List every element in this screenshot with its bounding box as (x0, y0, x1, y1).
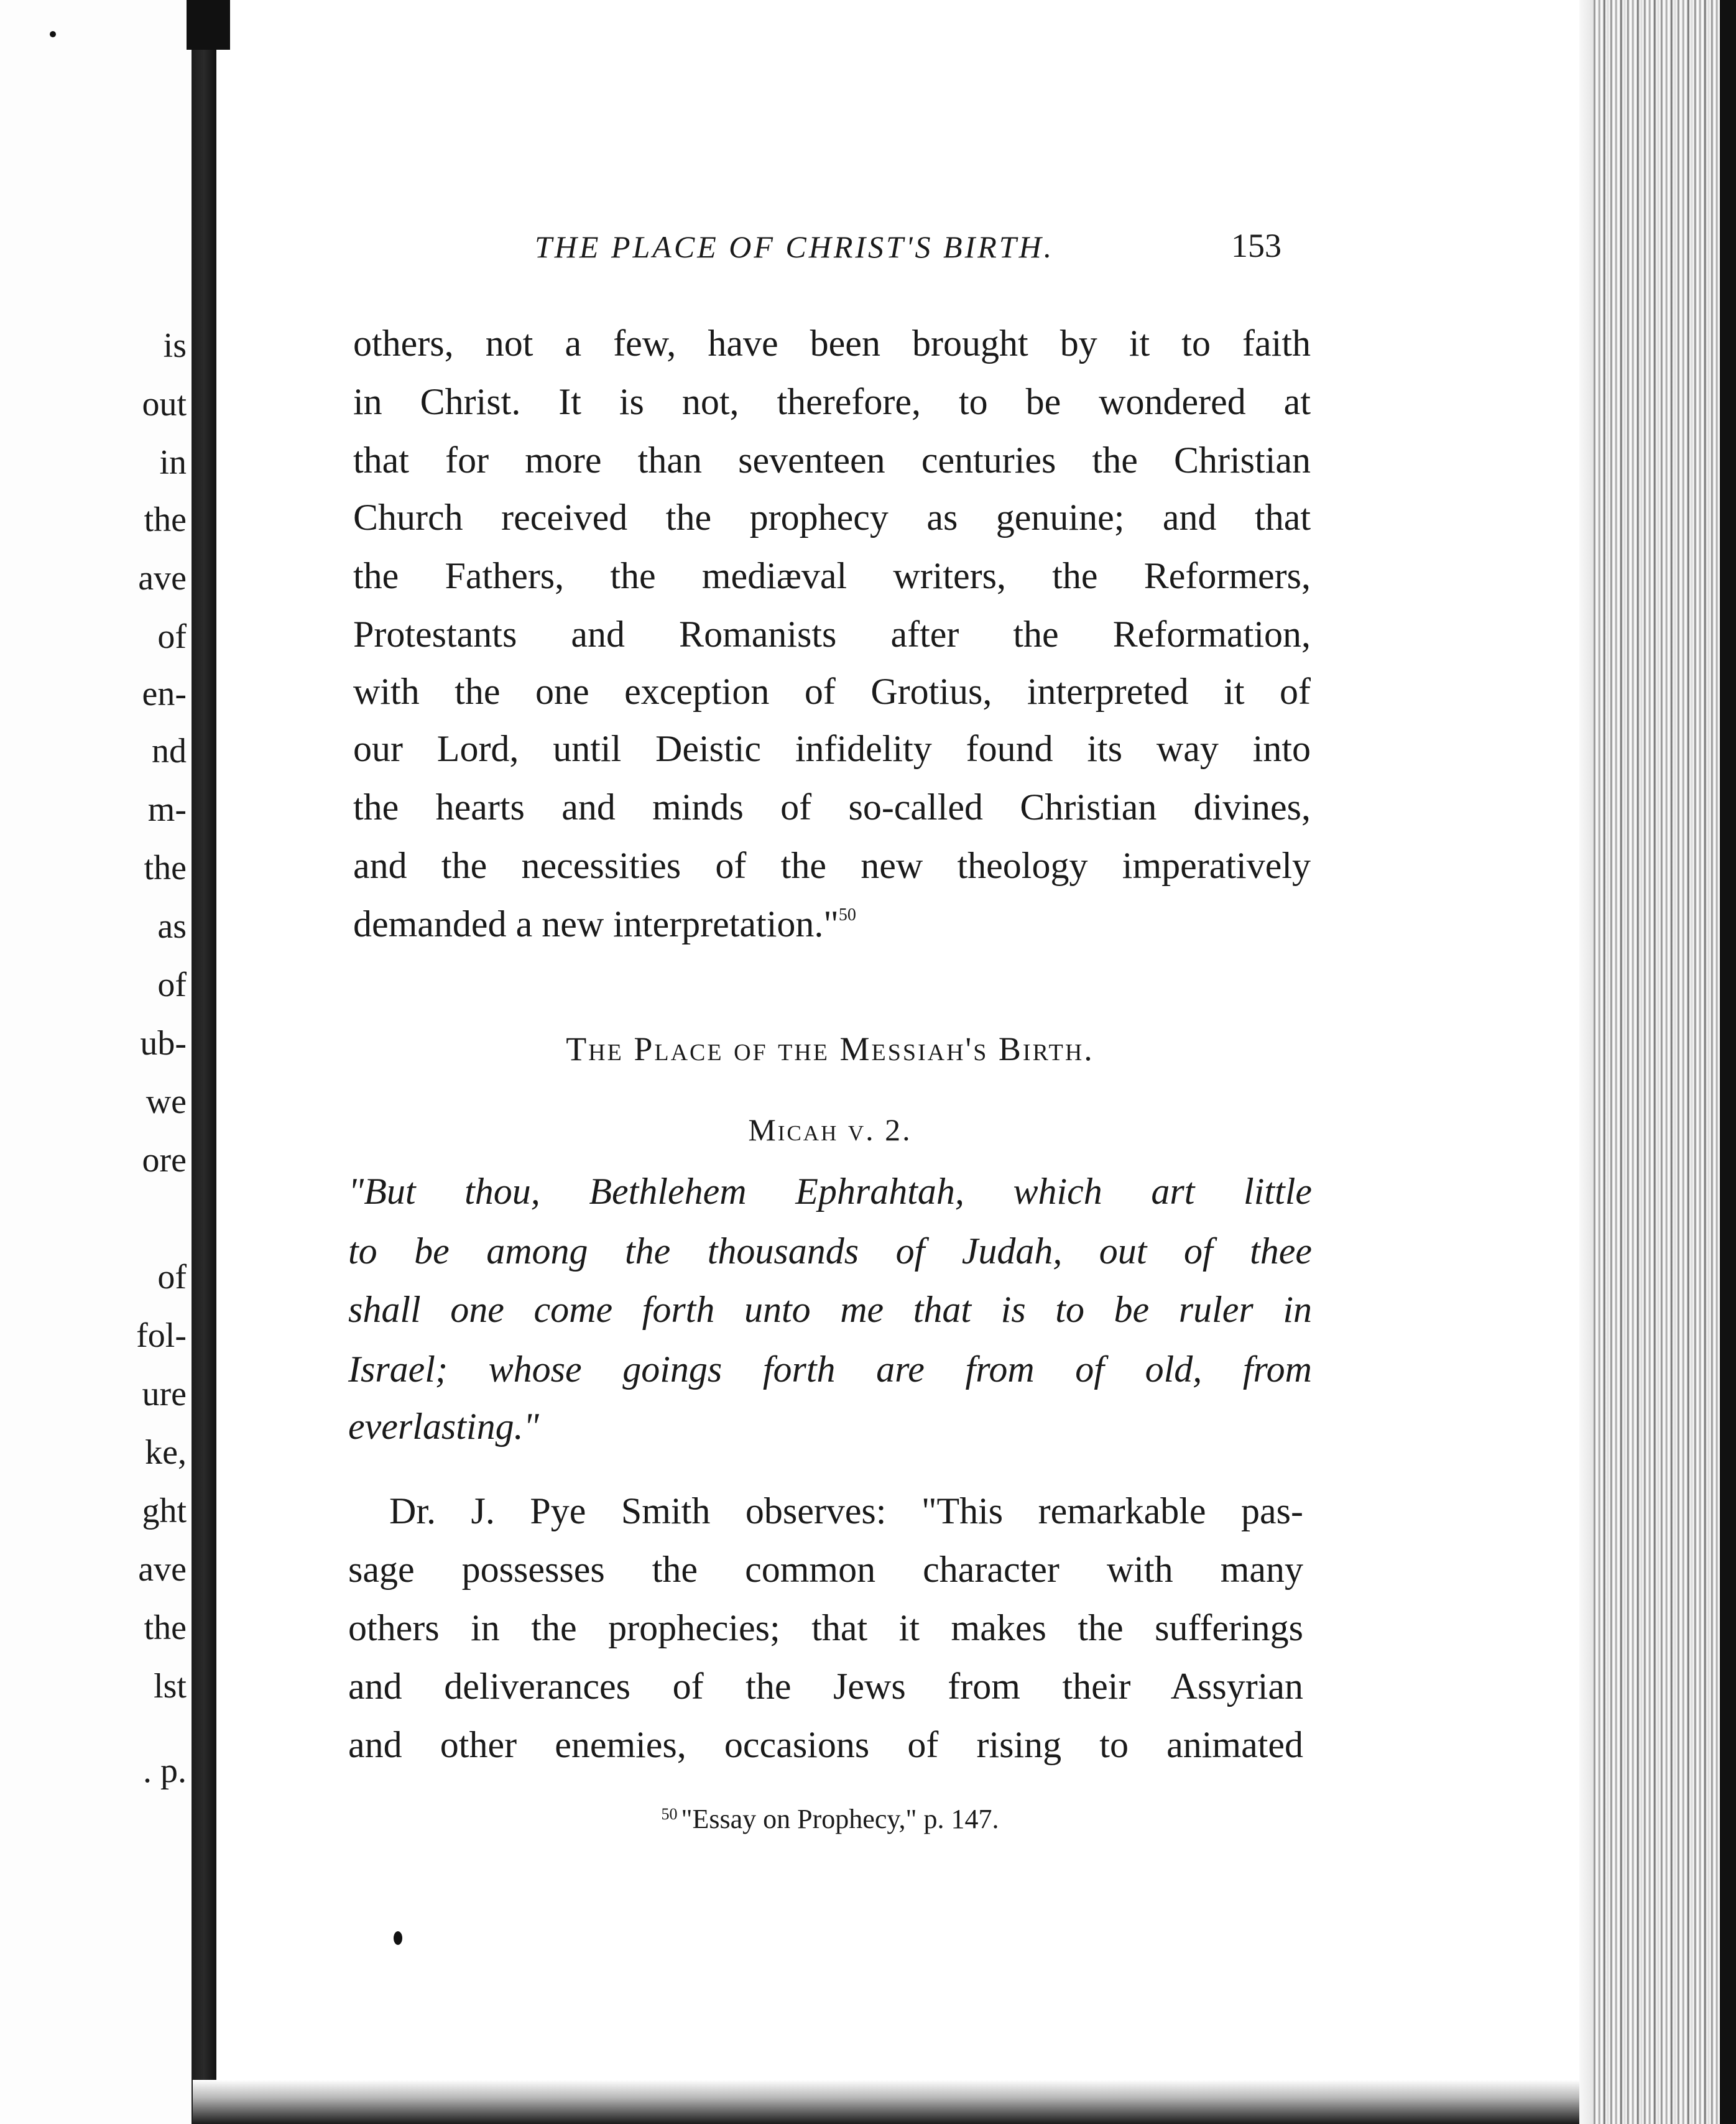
body-line: and deliverances of the Jews from their Assyrian (348, 1666, 1303, 1707)
facing-page-fragment: the (144, 501, 187, 539)
body-line: with the one exception of Grotius, interpreted it of (353, 671, 1311, 712)
facing-page (0, 0, 193, 2124)
verse-line: shall one come forth unto me that is to be ruler in (348, 1289, 1312, 1330)
running-header: THE PLACE OF CHRIST'S BIRTH. (535, 229, 1055, 264)
speck (394, 1931, 402, 1945)
body-line-text: demanded a new interpretation." (353, 903, 839, 944)
facing-page-fragment: ub- (140, 1024, 187, 1063)
facing-page-fragment: m- (147, 790, 187, 829)
facing-page-fragment: ave (138, 1550, 187, 1589)
footnote-number: 50 (661, 1805, 678, 1823)
facing-page-fragment: fol- (136, 1316, 187, 1355)
facing-page-fragment: nd (152, 732, 187, 770)
body-line: sage possesses the common character with many (348, 1549, 1303, 1590)
book-gutter (192, 0, 216, 2124)
footnote-text: "Essay on Prophecy," p. 147. (681, 1804, 999, 1834)
verse-line: "But thou, Bethlehem Ephrahtah, which art little (348, 1171, 1312, 1212)
body-line: others, not a few, have been brought by it to faith (353, 323, 1311, 364)
body-line: Church received the prophecy as genuine; and that (353, 497, 1311, 538)
body-line: in Christ. It is not, therefore, to be wondered at (353, 381, 1311, 422)
body-line: Dr. J. Pye Smith observes: "This remarkable pas- (389, 1490, 1303, 1531)
facing-page-fragment: is (163, 326, 187, 365)
body-line (353, 905, 1311, 943)
facing-page-fragment: ght (142, 1492, 187, 1530)
footnote-reference: 50 (838, 905, 856, 925)
speck (50, 31, 56, 37)
scripture-reference: Micah v. 2. (748, 1112, 912, 1147)
body-line: Protestants and Romanists after the Reformation, (353, 614, 1311, 655)
body-line: the Fathers, the mediæval writers, the Reformers, (353, 555, 1311, 596)
facing-page-fragment: ke, (145, 1433, 187, 1472)
page-bottom-shadow (193, 2080, 1623, 2124)
page-edges (1579, 0, 1736, 2124)
facing-page-fragment: en- (142, 675, 187, 713)
body-line: and the necessities of the new theology imperatively (353, 845, 1311, 886)
facing-page-fragment: as (157, 907, 187, 946)
footnote (348, 1803, 1312, 1835)
facing-page-fragment: of (157, 966, 187, 1004)
facing-page-fragment: out (142, 385, 187, 423)
facing-page-fragment: ave (138, 559, 187, 598)
verse-line: to be among the thousands of Judah, out of thee (348, 1231, 1312, 1272)
page-number: 153 (1231, 227, 1281, 264)
section-heading: The Place of the Messiah's Birth. (566, 1030, 1094, 1068)
body-line: others in the prophecies; that it makes the sufferings (348, 1607, 1303, 1648)
facing-page-fragment: we (145, 1083, 187, 1121)
facing-page-fragment: ore (142, 1141, 187, 1180)
facing-page-fragment: lst (154, 1667, 187, 1706)
facing-page-fragment: in (159, 443, 187, 482)
verse-line: everlasting." (348, 1406, 539, 1447)
facing-page-fragment: of (157, 1258, 187, 1296)
facing-page-fragment: . p. (143, 1752, 187, 1790)
body-line: that for more than seventeen centuries the Christian (353, 440, 1311, 481)
facing-page-fragment: the (144, 849, 187, 887)
verse-line: Israel; whose goings forth are from of old, from (348, 1349, 1312, 1390)
body-line: the hearts and minds of so-called Christian divines, (353, 787, 1311, 828)
book-gutter-top (187, 0, 230, 50)
facing-page-fragment: the (144, 1609, 187, 1647)
facing-page-fragment: ure (142, 1375, 187, 1413)
body-line: and other enemies, occasions of rising to animated (348, 1724, 1303, 1765)
body-line: our Lord, until Deistic infidelity found its way into (353, 728, 1311, 769)
facing-page-fragment: of (157, 617, 187, 656)
